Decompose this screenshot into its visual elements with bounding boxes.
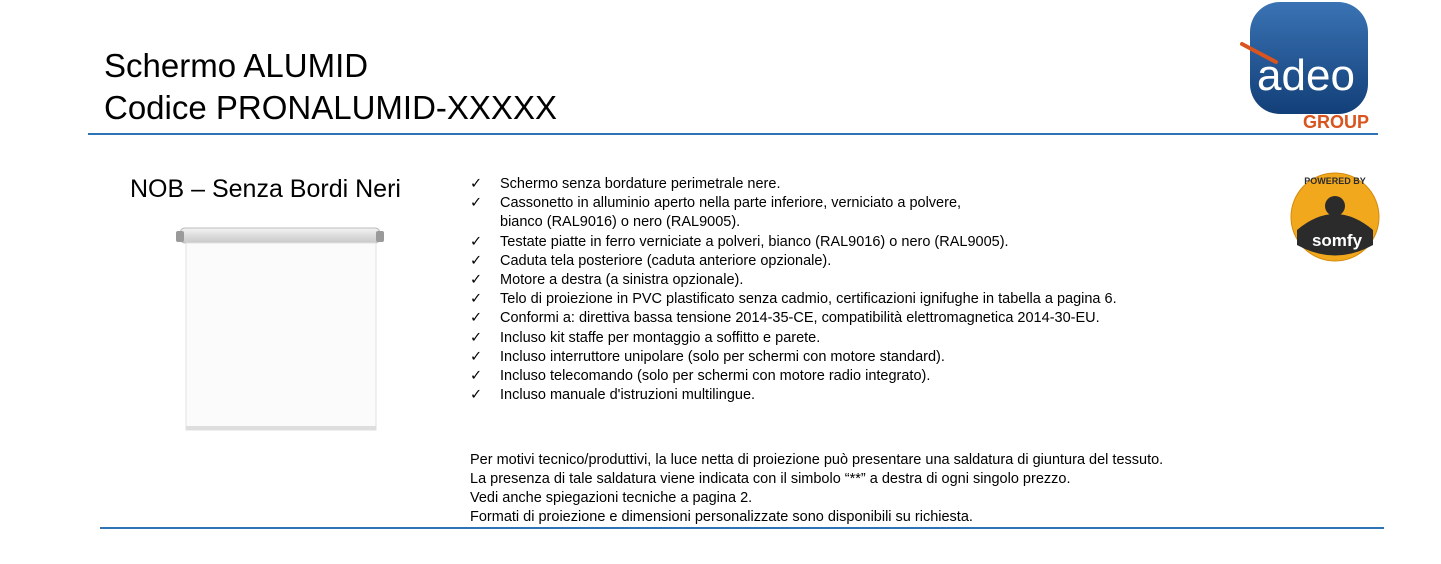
badge-brand-text: somfy: [1311, 231, 1363, 250]
feature-item: [470, 194, 1117, 232]
checkmark-icon: ✓: [470, 329, 483, 346]
page-title-line-1: Schermo ALUMID: [104, 47, 369, 84]
feature-item: [470, 290, 1117, 309]
feature-item: [470, 309, 1117, 328]
feature-text: Incluso kit staffe per montaggio a soffitto e parete.: [500, 329, 821, 346]
feature-text: Conformi a: direttiva bassa tensione 2014-35-CE, compatibilità elettromagnetica 2014-30-EU.: [500, 310, 1100, 327]
feature-text: Incluso interruttore unipolare (solo per schermi con motore standard).: [500, 348, 945, 365]
somfy-badge-icon: [1287, 170, 1383, 264]
checkmark-icon: ✓: [470, 195, 483, 212]
feature-text: Incluso telecomando (solo per schermi con motore radio integrato).: [500, 368, 931, 385]
footer-divider: [100, 527, 1384, 529]
page-title-line-2: Codice PRONALUMID-XXXXX: [104, 89, 557, 126]
checkmark-icon: ✓: [470, 272, 483, 289]
feature-item: [470, 386, 1117, 405]
checkmark-icon: ✓: [470, 387, 483, 404]
feature-item: [470, 233, 1117, 252]
notes-block: [470, 451, 1163, 527]
note-line: Formati di proiezione e dimensioni personalizzate sono disponibili su richiesta.: [470, 509, 973, 525]
feature-item: [470, 367, 1117, 386]
logo-group-text: GROUP: [1302, 112, 1370, 132]
feature-text: Caduta tela posteriore (caduta anteriore opzionale).: [500, 252, 832, 269]
projection-screen-image: [176, 222, 386, 434]
feature-text: Schermo senza bordature perimetrale nere.: [500, 176, 781, 192]
checkmark-icon: ✓: [470, 310, 483, 327]
note-line: Vedi anche spiegazioni tecniche a pagina 2.: [470, 490, 753, 506]
feature-item: [470, 329, 1117, 348]
feature-item: [470, 252, 1117, 271]
feature-text: Motore a destra (a sinistra opzionale).: [500, 272, 744, 289]
feature-text: Testate piatte in ferro verniciate a polveri, bianco (RAL9016) o nero (RAL9005).: [500, 233, 1009, 250]
note-line: La presenza di tale saldatura viene indicata con il simbolo “**” a destra di ogni singolo prezzo.: [470, 471, 1071, 487]
checkmark-icon: ✓: [470, 291, 483, 308]
feature-text-continuation: bianco (RAL9016) o nero (RAL9005).: [500, 214, 741, 231]
feature-item: [470, 271, 1117, 290]
checkmark-icon: ✓: [470, 348, 483, 365]
feature-text: Cassonetto in alluminio aperto nella parte inferiore, verniciato a polvere,: [500, 195, 962, 212]
feature-item: [470, 348, 1117, 367]
feature-list: [470, 175, 1117, 405]
badge-powered-by: POWERED BY: [1304, 176, 1366, 186]
feature-text: Incluso manuale d'istruzioni multilingue.: [500, 387, 756, 404]
checkmark-icon: ✓: [470, 252, 483, 269]
checkmark-icon: ✓: [470, 233, 483, 250]
header-divider: [88, 133, 1378, 135]
note-line: Per motivi tecnico/produttivi, la luce netta di proiezione può presentare una saldatura di giuntura del tessuto.: [470, 452, 1164, 468]
checkmark-icon: ✓: [470, 176, 483, 192]
product-variant-title: NOB – Senza Bordi Neri: [130, 175, 401, 203]
logo-wordmark: adeo: [1257, 51, 1355, 100]
adeo-group-logo: [1236, 0, 1382, 134]
feature-text: Telo di proiezione in PVC plastificato senza cadmio, certificazioni ignifughe in tabella a pagina 6.: [500, 291, 1117, 308]
feature-item: [470, 175, 1117, 194]
checkmark-icon: ✓: [470, 368, 483, 385]
